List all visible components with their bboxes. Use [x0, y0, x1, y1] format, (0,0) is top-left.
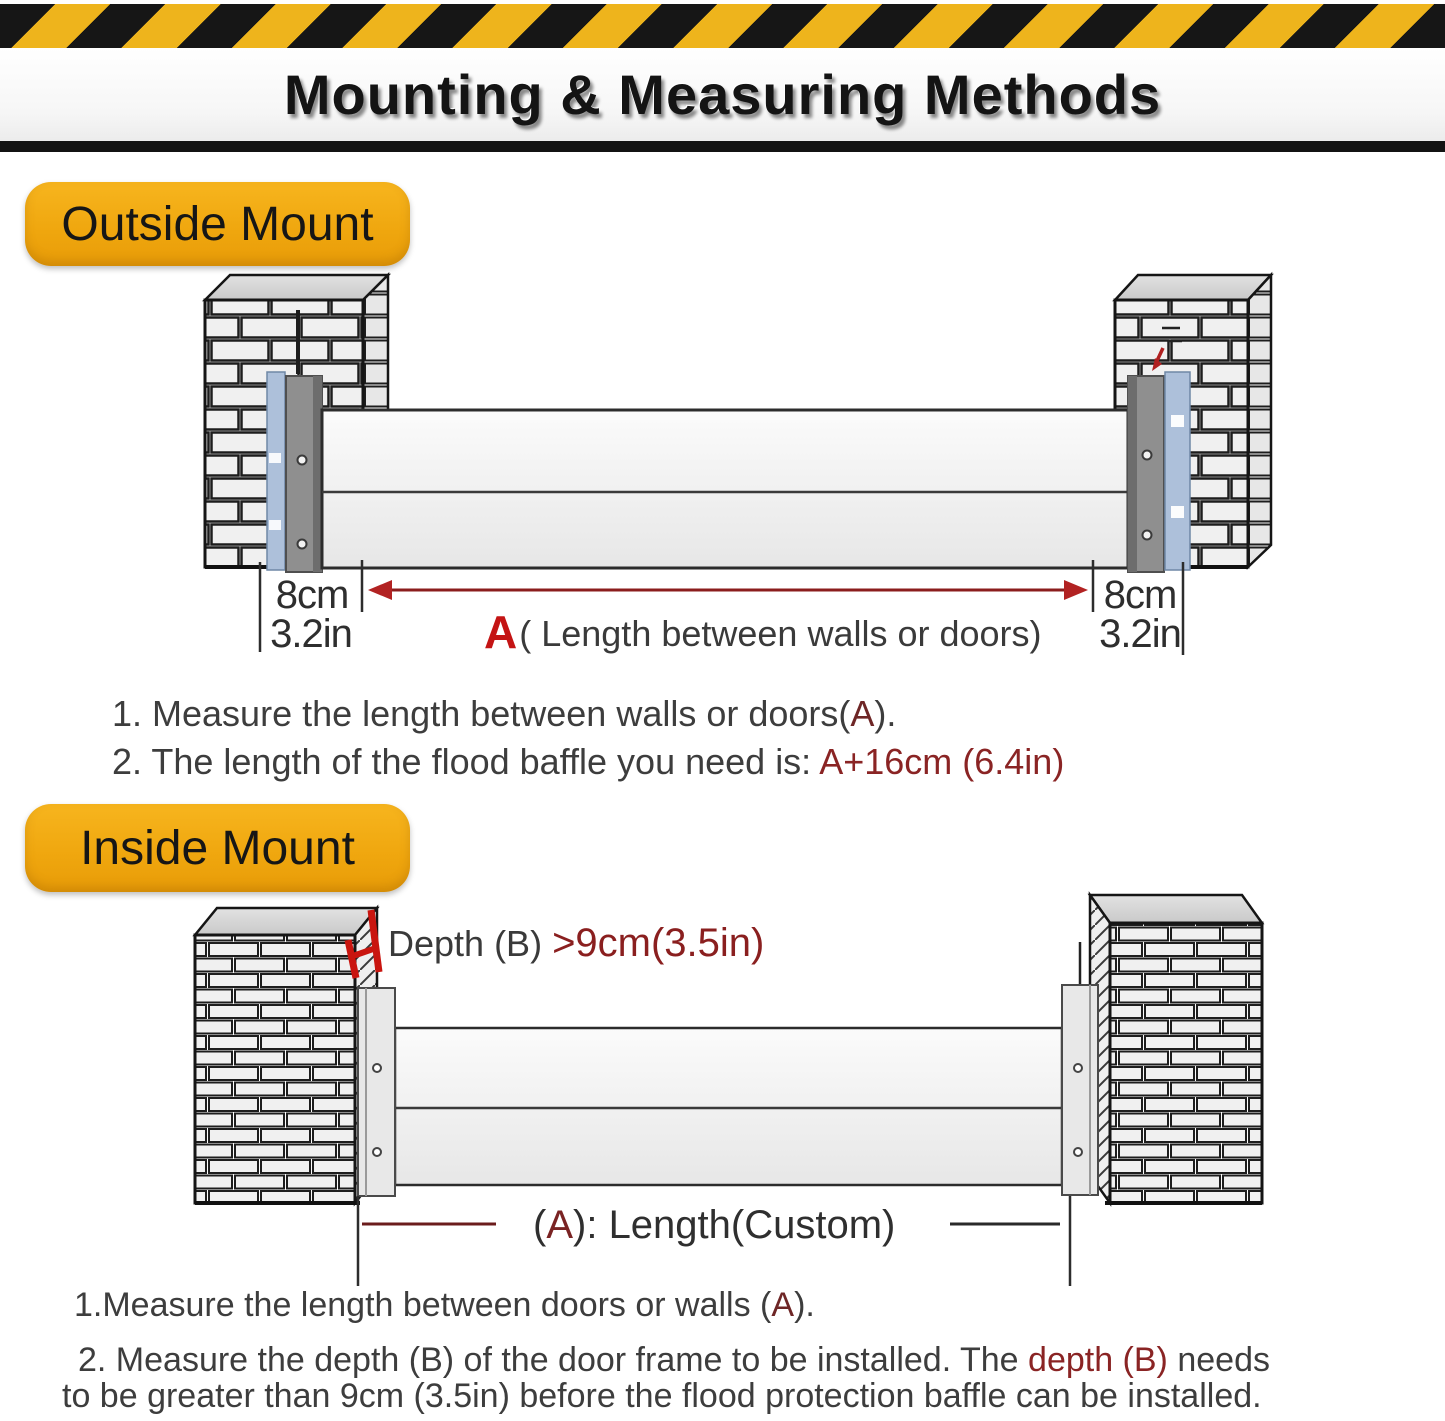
screw-hole [1074, 1064, 1082, 1072]
step-text: needs [1167, 1341, 1270, 1379]
inside-flood-barrier-panel [395, 1028, 1062, 1185]
depth-label-text: Depth (B) [388, 923, 553, 964]
depth-requirement-label [388, 921, 764, 966]
outside-right-rail [1128, 348, 1190, 572]
dimension-a-symbol: A [484, 606, 518, 658]
outside-step-2 [112, 741, 1064, 783]
screw-hole [373, 1064, 381, 1072]
page-title: Mounting & Measuring Methods [283, 63, 1162, 126]
step-highlight: A+16cm (6.4in) [819, 741, 1065, 782]
step-highlight: A [771, 1286, 795, 1324]
inside-step-1 [74, 1286, 815, 1325]
step-text: ). [874, 693, 897, 734]
inside-step-2-line-2: to be greater than 9cm (3.5in) before the flood protection baffle can be installed. [62, 1377, 1262, 1415]
custom-length-label [533, 1203, 895, 1248]
seal-rail [1165, 372, 1190, 570]
seal-rail [267, 372, 285, 570]
left-offset-cm-label: 8cm [275, 573, 349, 617]
screw-hole [1143, 451, 1152, 460]
step-text: ). [794, 1286, 815, 1324]
step-highlight: A [850, 693, 875, 734]
length-arrow [368, 580, 1088, 600]
right-offset-cm-label: 8cm [1103, 573, 1177, 617]
step-text: 1.Measure the length between doors or walls ( [74, 1286, 772, 1324]
inside-left-channel [358, 988, 395, 1196]
screw-hole [298, 540, 307, 549]
inside-mount-badge-label: Inside Mount [80, 821, 355, 875]
paren: ( [533, 1203, 547, 1247]
left-offset-in-label: 3.2in [270, 612, 352, 656]
step-highlight: depth (B) [1028, 1341, 1168, 1379]
step-text: 2. Measure the depth (B) of the door frame to be installed. The [78, 1341, 1029, 1379]
outside-mount-badge-label: Outside Mount [61, 197, 374, 251]
screw-hole [373, 1148, 381, 1156]
step-text: 1. Measure the length between walls or doors( [112, 693, 851, 734]
dimension-a-text: ( Length between walls or doors) [519, 613, 1042, 654]
outside-mount-badge [25, 182, 410, 266]
screw-hole [1143, 531, 1152, 540]
dimension-a-symbol: A [546, 1203, 574, 1247]
outside-step-1 [112, 693, 896, 735]
screw-hole [1074, 1148, 1082, 1156]
inside-step-2-line-1 [78, 1341, 1270, 1380]
length-between-walls-label [484, 605, 1042, 659]
inside-mount-badge [25, 804, 410, 892]
step-text: 2. The length of the flood baffle you need is: [112, 741, 820, 782]
right-offset-in-label: 3.2in [1099, 612, 1181, 656]
flood-barrier-panel [322, 410, 1128, 568]
title-underline-bar [0, 141, 1445, 152]
length-custom-text: ): Length(Custom) [573, 1203, 896, 1247]
outside-left-rail [267, 372, 322, 572]
screw-hole [298, 456, 307, 465]
hazard-stripe-banner [0, 4, 1445, 48]
depth-label-value: >9cm(3.5in) [552, 921, 765, 965]
inside-right-pillar [1090, 895, 1262, 1203]
title-band [0, 48, 1445, 141]
